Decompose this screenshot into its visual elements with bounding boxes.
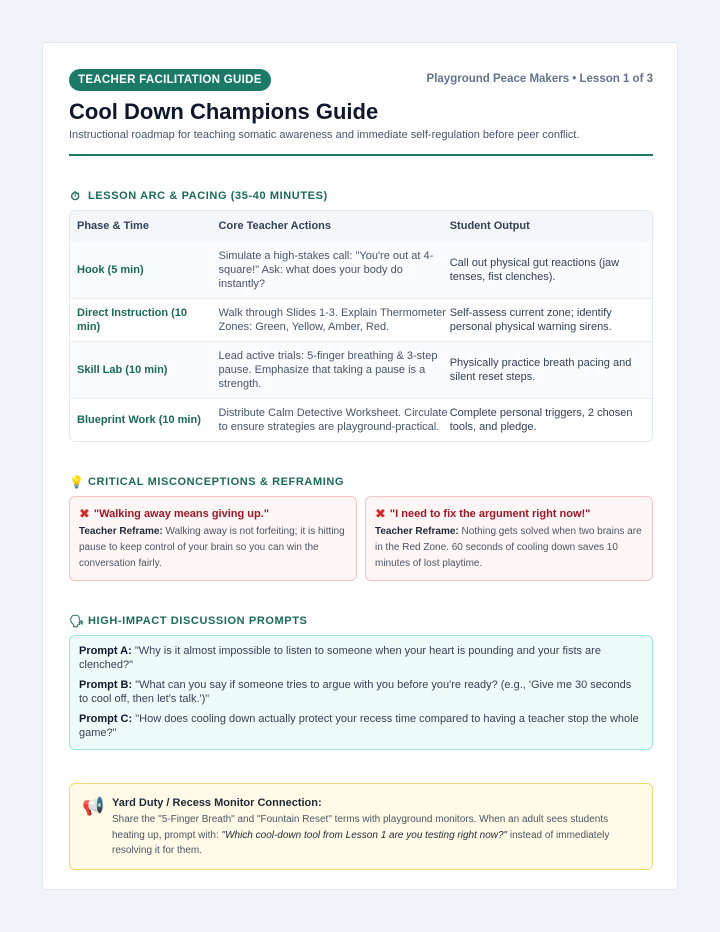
callout-quote: "Which cool-down tool from Lesson 1 are you testing right now?" bbox=[221, 829, 508, 841]
table-row bbox=[70, 241, 652, 298]
action-cell: Walk through Slides 1-3. Explain Thermometer Zones: Green, Yellow, Amber, Red. bbox=[218, 307, 446, 333]
reframe-text: Walking away is not forfeiting; it is hitting pause to keep control of your brain so you can win the conversation fairly. bbox=[79, 526, 345, 569]
reframe-text: Nothing gets solved when two brains are in the Red Zone. 60 seconds of cooling down saves 10 minutes of lost playtime. bbox=[375, 526, 642, 569]
yard-duty-callout bbox=[69, 783, 653, 870]
section-heading-text: CRITICAL MISCONCEPTIONS & REFRAMING bbox=[88, 476, 345, 488]
guide-badge: TEACHER FACILITATION GUIDE bbox=[69, 69, 271, 91]
output-cell: Self-assess current zone; identify personal physical warning sirens. bbox=[449, 307, 612, 333]
phase-cell: Skill Lab (10 min) bbox=[77, 364, 168, 376]
table-row bbox=[70, 298, 652, 341]
prompt-label: Prompt A: bbox=[79, 645, 132, 657]
prompt-text: "Why is it almost impossible to listen to someone when your heart is pounding and your fists are clenched?" bbox=[79, 645, 601, 671]
misconception-card bbox=[365, 496, 653, 581]
stopwatch-icon: ⏱ bbox=[70, 188, 81, 203]
output-cell: Complete personal triggers, 2 chosen tools, and pledge. bbox=[449, 407, 633, 433]
callout-body bbox=[112, 812, 640, 859]
misconception-body bbox=[375, 524, 643, 572]
action-cell: Lead active trials: 5-finger breathing & 3-step pause. Emphasize that taking a pause is a strength. bbox=[218, 350, 438, 390]
megaphone-icon: 📢 bbox=[82, 796, 105, 816]
action-cell: Simulate a high-stakes call: "You're out at 4-square!" Ask: what does your body do instantly? bbox=[218, 249, 434, 290]
reframe-label: Teacher Reframe: bbox=[79, 526, 163, 537]
misconception-card bbox=[69, 496, 357, 581]
header-row bbox=[69, 69, 653, 91]
output-cell: Physically practice breath pacing and silent reset steps. bbox=[449, 357, 632, 383]
discussion-prompt bbox=[79, 712, 643, 740]
phase-cell: Blueprint Work (10 min) bbox=[77, 414, 201, 426]
page-title: Cool Down Champions Guide bbox=[69, 99, 379, 124]
misconception-cards bbox=[69, 496, 653, 581]
phase-cell: Hook (5 min) bbox=[77, 263, 144, 276]
column-header: Student Output bbox=[449, 220, 530, 232]
discussion-prompts-box bbox=[69, 635, 653, 750]
section-heading-prompts bbox=[69, 613, 653, 629]
callout-body-end: instead of immediately resolving it for them. bbox=[112, 829, 610, 856]
phase-cell: Direct Instruction (10 min) bbox=[77, 307, 188, 333]
guide-content bbox=[69, 69, 653, 870]
column-header: Core Teacher Actions bbox=[218, 220, 332, 232]
prompt-label: Prompt B: bbox=[79, 679, 133, 691]
prompt-text: "How does cooling down actually protect your recess time compared to having a teacher stop the whole game?" bbox=[79, 713, 639, 739]
guide-page bbox=[42, 42, 678, 890]
table-row bbox=[70, 341, 652, 398]
column-header: Phase & Time bbox=[77, 220, 149, 232]
speaking-head-icon: 🗣 bbox=[69, 614, 85, 628]
table-row bbox=[70, 398, 652, 441]
misconception-quote: "I need to fix the argument right now!" bbox=[389, 508, 591, 520]
lesson-meta: Playground Peace Makers • Lesson 1 of 3 bbox=[426, 73, 653, 85]
discussion-prompt bbox=[79, 644, 643, 672]
callout-body-start: Share the "5-Finger Breath" and "Fountain Reset" terms with playground monitors. When an adult sees students heating up, prompt with: bbox=[112, 814, 609, 841]
misconception-title bbox=[79, 505, 347, 523]
section-heading-text: HIGH-IMPACT DISCUSSION PROMPTS bbox=[88, 615, 308, 627]
misconception-body bbox=[79, 524, 347, 572]
reframe-label: Teacher Reframe: bbox=[375, 526, 459, 537]
callout-title: Yard Duty / Recess Monitor Connection: bbox=[112, 797, 322, 809]
page-subtitle: Instructional roadmap for teaching somatic awareness and immediate self-regulation before peer conflict. bbox=[69, 129, 580, 141]
section-heading-lesson-arc bbox=[69, 188, 653, 204]
lesson-arc-table bbox=[69, 210, 653, 442]
header-divider bbox=[69, 154, 653, 156]
discussion-prompt bbox=[79, 678, 643, 706]
action-cell: Distribute Calm Detective Worksheet. Circulate to ensure strategies are playground-practical. bbox=[218, 407, 448, 433]
table-header-row bbox=[70, 211, 652, 241]
lightbulb-icon: 💡 bbox=[69, 475, 85, 489]
callout-text bbox=[112, 796, 640, 859]
output-cell: Call out physical gut reactions (jaw tenses, fist clenches). bbox=[449, 256, 620, 283]
prompt-text: "What can you say if someone tries to argue with you before you're ready? (e.g., 'Give me 30 seconds to cool off, then let's talk.')" bbox=[79, 679, 632, 705]
cross-mark-icon: ✖ bbox=[375, 506, 386, 521]
table-body bbox=[70, 241, 652, 441]
misconception-title bbox=[375, 505, 643, 523]
cross-mark-icon: ✖ bbox=[79, 506, 90, 521]
section-heading-text: LESSON ARC & PACING (35-40 MINUTES) bbox=[88, 190, 328, 202]
misconception-quote: "Walking away means giving up." bbox=[93, 508, 269, 520]
prompt-label: Prompt C: bbox=[79, 713, 133, 725]
section-heading-misconceptions bbox=[69, 474, 653, 490]
